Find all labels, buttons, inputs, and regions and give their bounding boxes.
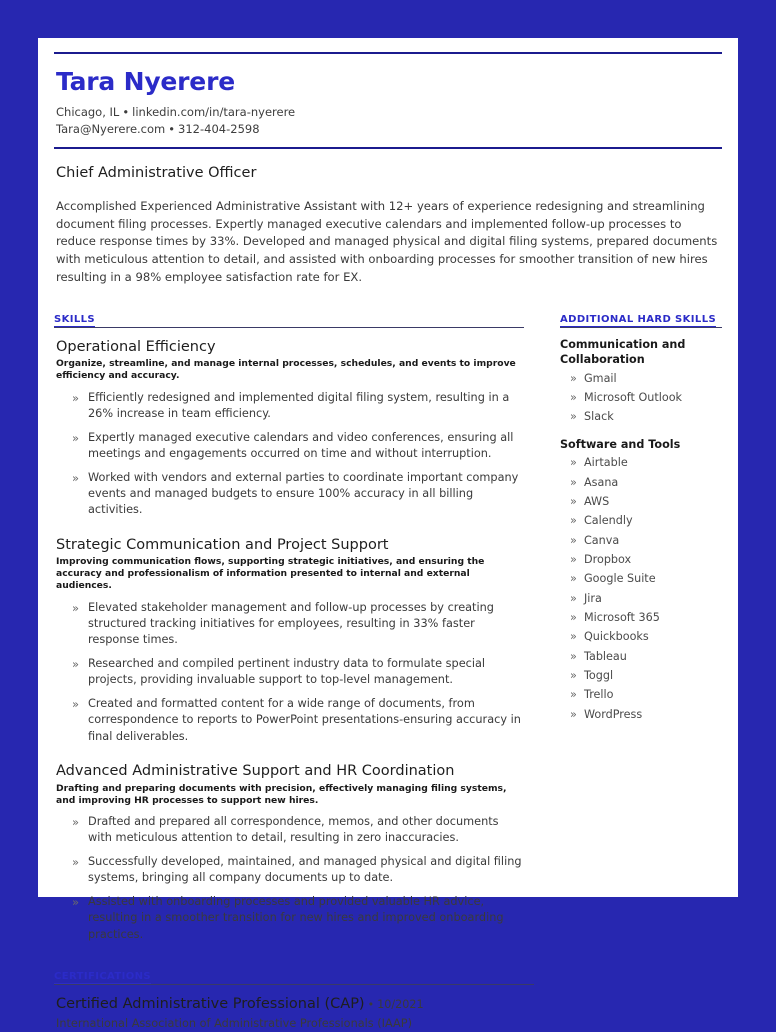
skill-bullet — [72, 854, 524, 887]
hard-skill-label: Dropbox — [584, 553, 632, 567]
skill-bullet — [72, 814, 524, 847]
hard-skill-label: Tableau — [584, 649, 627, 663]
hard-skill-item — [570, 651, 722, 663]
hard-skill-item — [570, 670, 722, 682]
hard-skill-label: Quickbooks — [584, 630, 649, 644]
certification-date: 10/2021 — [377, 998, 424, 1012]
hard-skill-item — [570, 411, 722, 423]
hard-skill-item — [570, 709, 722, 721]
bullet-marker-icon: » — [570, 533, 577, 547]
skills-heading: SKILLS — [54, 314, 96, 326]
hard-skill-label: Canva — [584, 533, 620, 547]
skill-bullet — [72, 430, 524, 463]
bullet-marker-icon: » — [570, 410, 577, 424]
skill-bullet — [72, 696, 524, 745]
skill-bullet-text: Elevated stakeholder management and follow-up processes by creating structured tracking initiatives for employees, resulting in 33% faster response times. — [88, 600, 494, 647]
bullet-marker-icon: » — [570, 688, 577, 702]
skill-bullet-text: Researched and compiled pertinent industry data to formulate special projects, providing invaluable support to top-level management. — [88, 656, 486, 687]
skill-group-description: Organize, streamline, and manage internal processes, schedules, and events to improve efficiency and accuracy. — [56, 358, 516, 382]
hard-skill-label: Trello — [584, 688, 614, 702]
contact-email[interactable]: Tara@Nyerere.com — [56, 122, 166, 137]
skill-group-title: Advanced Administrative Support and HR Coordination — [56, 763, 455, 780]
skill-group — [54, 536, 524, 745]
certification-entry — [56, 995, 534, 1014]
bullet-marker-icon: » — [570, 591, 577, 605]
certifications-heading: CERTIFICATIONS — [54, 971, 152, 983]
bullet-marker-icon: » — [570, 371, 577, 385]
hard-skill-label: Slack — [584, 410, 614, 424]
skill-group — [54, 762, 524, 943]
bullet-marker-icon: » — [72, 470, 80, 485]
hard-skill-item — [570, 612, 722, 624]
bullet-marker-icon: » — [570, 649, 577, 663]
contact-phone[interactable]: 312-404-2598 — [178, 122, 260, 137]
bullet-marker-icon: » — [570, 514, 577, 528]
hard-skill-label: Microsoft 365 — [584, 610, 660, 624]
hard-skill-label: Google Suite — [584, 572, 656, 586]
hard-skill-item — [570, 373, 722, 385]
header-bottom-rule — [54, 147, 722, 149]
bullet-marker-icon: » — [72, 814, 80, 829]
skill-bullet-text: Created and formatted content for a wide range of documents, from correspondence to reports to PowerPoint presentations-ensuring accuracy in final deliverables. — [88, 696, 521, 743]
hard-skill-label: WordPress — [584, 707, 643, 721]
certification-organization: International Association of Administrative Professionals (IAAP) — [56, 1017, 413, 1031]
hard-skill-item — [570, 554, 722, 566]
skill-bullet-list — [54, 390, 524, 519]
skill-bullet — [72, 600, 524, 649]
hard-skill-item — [570, 573, 722, 585]
bullet-marker-icon: » — [570, 610, 577, 624]
skill-bullet-list — [54, 814, 524, 943]
hard-skill-group — [560, 438, 722, 721]
hard-skill-item — [570, 593, 722, 605]
bullet-marker-icon: » — [72, 894, 80, 909]
certifications-section-header — [54, 965, 534, 985]
contact-line-1 — [54, 104, 722, 122]
skills-section-header — [54, 308, 524, 328]
bullet-marker-icon: » — [72, 696, 80, 711]
hard-skill-label: Gmail — [584, 371, 617, 385]
skill-bullet-text: Efficiently redesigned and implemented digital filing system, resulting in a 26% increase in team efficiency. — [88, 390, 510, 421]
bullet-marker-icon: » — [570, 572, 577, 586]
contact-line-2 — [54, 121, 722, 139]
hard-skill-label: Asana — [584, 475, 619, 489]
bullet-marker-icon: » — [570, 668, 577, 682]
skill-bullet — [72, 656, 524, 689]
skill-bullet-text: Successfully developed, maintained, and managed physical and digital filing systems, bringing all company documents up to date. — [88, 854, 522, 885]
skill-bullet-list — [54, 600, 524, 746]
hard-skill-item — [570, 689, 722, 701]
bullet-marker-icon: » — [570, 391, 577, 405]
hard-skills-section-header — [560, 308, 722, 328]
resume-page — [38, 38, 738, 1031]
contact-separator-icon: • — [168, 122, 176, 137]
skill-bullet-text: Assisted with onboarding processes and provided valuable HR advice, resulting in a smoother transition for new hires and improved onboarding practices. — [88, 894, 504, 941]
hard-skill-label: Toggl — [584, 668, 614, 682]
bullet-marker-icon: » — [72, 430, 80, 445]
resume-header — [54, 54, 722, 139]
skill-group-title: Operational Efficiency — [56, 339, 216, 356]
hard-skills-column — [534, 308, 722, 735]
contact-separator-icon: • — [122, 104, 130, 119]
candidate-name: Tara Nyerere — [56, 67, 235, 96]
hard-skill-label: Microsoft Outlook — [584, 391, 683, 405]
professional-summary: Accomplished Experienced Administrative Assistant with 12+ years of experience redesigning and streamlining document filing processes. Expertly managed executive calendars and implemented follow-up processes to reduce response times by 33%. Developed and managed physical and digital filing systems, prepared documents with meticulous attention to detail, and assisted with onboarding processes for smoother transition of new hires resulting in a 98% employee satisfaction rate for EX. — [56, 199, 718, 284]
skill-group — [54, 338, 524, 519]
hard-skill-group — [560, 338, 722, 424]
bullet-marker-icon: » — [72, 656, 80, 671]
skill-bullet — [72, 390, 524, 423]
hard-skill-item — [570, 535, 722, 547]
contact-location: Chicago, IL — [56, 104, 120, 119]
hard-skill-label: AWS — [584, 495, 610, 509]
hard-skills-heading: ADDITIONAL HARD SKILLS — [560, 314, 717, 326]
hard-skill-item — [570, 515, 722, 527]
hard-skill-item — [570, 477, 722, 489]
bullet-marker-icon: » — [570, 495, 577, 509]
hard-skill-item — [570, 496, 722, 508]
skill-bullet-text: Drafted and prepared all correspondence, memos, and other documents with meticulous attention to detail, resulting in zero inaccuracies. — [88, 814, 499, 845]
bullet-marker-icon: » — [570, 630, 577, 644]
bullet-marker-icon: » — [570, 707, 577, 721]
hard-skill-label: Airtable — [584, 456, 628, 470]
skill-bullet — [72, 894, 524, 943]
bullet-marker-icon: » — [570, 553, 577, 567]
content-columns — [54, 308, 722, 943]
bullet-marker-icon: » — [72, 854, 80, 869]
skill-bullet-text: Expertly managed executive calendars and video conferences, ensuring all meetings and engagements occurred on time and without interruption. — [88, 430, 514, 461]
hard-skill-group-title: Software and Tools — [560, 437, 681, 451]
skills-column — [54, 308, 534, 943]
bullet-marker-icon: » — [570, 475, 577, 489]
certification-separator-icon: • — [367, 998, 375, 1012]
hard-skill-list — [560, 457, 722, 720]
hard-skill-group-title: Communication and Collaboration — [560, 338, 686, 366]
hard-skill-item — [570, 631, 722, 643]
job-title: Chief Administrative Officer — [56, 165, 257, 182]
hard-skill-list — [560, 373, 722, 424]
bullet-marker-icon: » — [72, 600, 80, 615]
bullet-marker-icon: » — [72, 390, 80, 405]
skill-group-description: Drafting and preparing documents with precision, effectively managing filing systems, and improving HR processes to support new hires. — [56, 782, 507, 806]
hard-skill-item — [570, 457, 722, 469]
certifications-section — [54, 965, 534, 1032]
contact-linkedin[interactable]: linkedin.com/in/tara-nyerere — [132, 104, 296, 119]
skill-group-title: Strategic Communication and Project Support — [56, 536, 389, 553]
skill-bullet — [72, 470, 524, 519]
hard-skill-item — [570, 392, 722, 404]
certification-title: Certified Administrative Professional (CAP) — [56, 996, 365, 1013]
hard-skill-label: Calendly — [584, 514, 633, 528]
skill-group-description: Improving communication flows, supporting strategic initiatives, and ensuring the accuracy and professionalism of information presented to internal and external audiences. — [56, 556, 485, 592]
skill-bullet-text: Worked with vendors and external parties to coordinate important company events and managed budgets to ensure 100% accuracy in all billing activities. — [88, 470, 519, 517]
bullet-marker-icon: » — [570, 456, 577, 470]
hard-skill-label: Jira — [584, 591, 602, 605]
